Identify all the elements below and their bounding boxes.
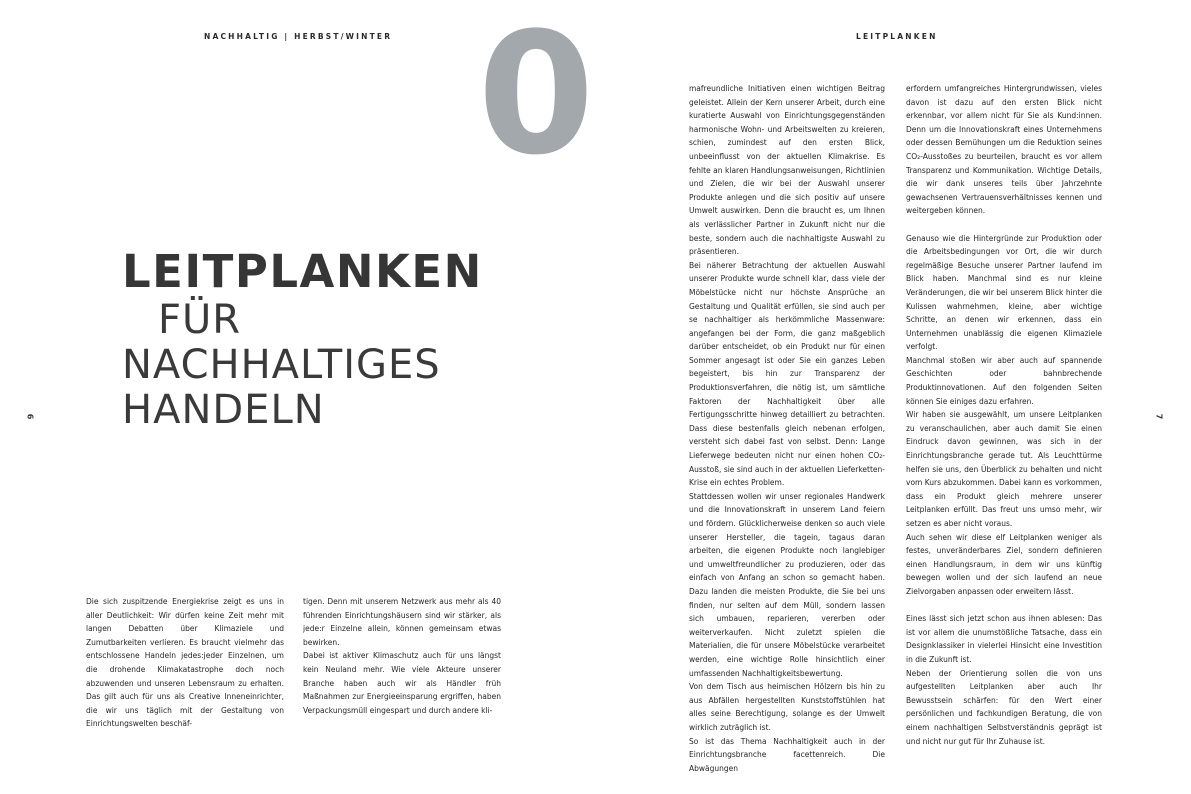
text-column-right-2 [906,82,1102,748]
paragraph: Bei näherer Betrachtung der aktuellen Auswahl unserer Produkte wurde schnell klar, dass viele der Möbelstücke nicht nur höchste Ansprüche an Gestaltung und Qualität erfüllen, sie sind auch per se nachhaltiger als herkömmliche Massenware: angefangen bei der Form, die ganz maßgeblich darüber entscheidet, ob ein Produkt nur für einen Sommer angesagt ist oder Sie ein ganzes Leben begeistert, bis hin zur Transparenz der Produktionsverfahren, die nötig ist, um sämtliche Faktoren der Nachhaltigkeit über alle Fertigungsschritte hinweg detailliert zu betrachten. Dass diese bestenfalls gleich nebenan erfolgen, versteht sich dabei fast von selbst. Denn: Lange Lieferwege bedeuten nicht nur einen hohen CO₂-Ausstoß, sie sind auch in der aktuellen Lieferketten-Krise ein echtes Problem. [689,260,885,488]
left-page [0,0,595,794]
headline-line-4: HANDELN [122,387,325,433]
headline-line-2: FÜR [158,297,242,343]
big-letter-o [477,0,595,192]
page-number-left: 6 [25,413,35,420]
headline-line-1: LEITPLANKEN [122,245,483,298]
paragraph: Von dem Tisch aus heimischen Hölzern bis hin zu aus Abfällen hergestellten Kunststoffstühlen hat alles seine Berechtigung, solange es der Umwelt wirklich zuträglich ist. [689,682,885,732]
paragraph: Eines lässt sich jetzt schon aus ihnen ablesen: Das ist vor allem die unumstößliche Tatsache, dass ein Designklassiker in vielerlei Hinsicht eine Investition in die Zukunft ist. [906,614,1102,664]
paragraph: Stattdessen wollen wir unser regionales Handwerk und die Innovationskraft in unserem Land feiern und fördern. Glücklicherweise denken so auch viele unserer Hersteller, die tagein, tagaus daran arbeiten, die eigenen Produkte noch langlebiger und umweltfreundlicher zu produzieren, oder das einfach von Anfang an schon so gemacht haben. Dazu landen die meisten Produkte, die Sie bei uns finden, nur selten auf dem Müll, sondern lassen sich umbauen, reparieren, vererben oder weiterverkaufen. Nicht zuletzt spielen die Materialien, die für unsere Möbelstücke verarbeitet werden, eine wichtige Rolle hinsichtlich einer umfassenden Nachhaltigkeitsbewertung. [689,491,885,678]
paragraph: Neben der Orientierung sollen die von uns aufgestellten Leitplanken aber auch Ihr Bewusstsein schärfen: für den Wert einer persönlichen und fachkundigen Beratung, die von einem nachhaltigen Selbstverständnis geprägt ist und nicht nur gut für Ihr Zuhause ist. [906,668,1102,746]
paragraph: Die sich zuspitzende Energiekrise zeigt es uns in aller Deutlichkeit: Wir dürfen keine Zeit mehr mit langen Debatten über Klimaziele und Zumutbarkeiten verlieren. Es braucht vielmehr das entschlossene Handeln jedes:jeder Einzelnen, um die drohende Klimakatastrophe doch noch abzuwenden und unseren Lebensraum zu erhalten. Das gilt auch für uns als Creative Inneneinrichter, die wir uns täglich mit der Gestaltung von Einrichtungswelten beschäf- [86,597,284,729]
big-letter-text: 0 [477,0,595,192]
paragraph: Auch sehen wir diese elf Leitplanken weniger als festes, unveränderbares Ziel, sondern definieren einen Handlungsraum, in dem wir uns künftig bewegen wollen und der sich laufend an neue Zielvorgaben anpassen oder erweitern lässt. [906,532,1102,596]
paragraph: Genauso wie die Hintergründe zur Produktion oder die Arbeitsbedingungen vor Ort, die wir durch regelmäßige Besuche unserer Partner laufend im Blick haben. Manchmal sind es nur kleine Veränderungen, die wir bei unserem Blick hinter die Kulissen wahrnehmen, kleine, aber wichtige Schritte, an denen wir erkennen, dass ein Unternehmen unablässig die eigenen Klimaziele verfolgt. [906,233,1102,352]
paragraph: Dabei ist aktiver Klimaschutz auch für uns längst kein Neuland mehr. Wie viele Akteure unserer Branche haben auch wir als Händler früh Maßnahmen zur Energieeinsparung ergriffen, haben Verpackungsmüll eingespart und durch andere kli- [303,651,501,715]
paragraph: mafreundliche Initiativen einen wichtigen Beitrag geleistet. Allein der Kern unserer Arbeit, durch eine kuratierte Auswahl von Einrichtungsgegenständen harmonische Wohn- und Arbeitswelten zu kreieren, schien, zumindest auf den ersten Blick, unbeeinflusst von der aktuellen Klimakrise. Es fehlte an klaren Handlungsanweisungen, Richtlinien und Zielen, die wir bei der Auswahl unserer Produkte anlegen und die sich positiv auf unsere Umwelt auswirken. Denn die braucht es, um Ihnen als verlässlicher Partner in Zukunft nicht nur die beste, sondern auch die nachhaltigste Auswahl zu präsentieren. [689,84,885,257]
paragraph: Manchmal stoßen wir aber auch auf spannende Geschichten oder bahnbrechende Produktinnovationen. Auf den folgenden Seiten können Sie einiges dazu erfahren. [906,355,1102,406]
headline-line-3: NACHHALTIGES [122,342,441,388]
paragraph: Wir haben sie ausgewählt, um unsere Leitplanken zu veranschaulichen, aber auch damit Sie einen Eindruck davon gewinnen, was sich in der Einrichtungsbranche gerade tut. Als Leuchttürme helfen sie uns, den Überblick zu behalten und nicht vom Kurs abzukommen. Dabei kann es vorkommen, dass ein Produkt gleich mehrere unserer Leitplanken erfüllt. Das freut uns umso mehr, wir setzen es aber nicht voraus. [906,410,1102,528]
paragraph: tigen. Denn mit unserem Netzwerk aus mehr als 40 führenden Einrichtungshäusern sind wir stärker, als jede:r Einzelne allein, können gemeinsam etwas bewirken. [303,597,501,647]
paragraph: erfordern umfangreiches Hintergrundwissen, vieles davon ist dazu auf den ersten Blick nicht erkennbar, vor allem nicht für Sie als Kund:innen. Denn um die Innovationskraft eines Unternehmens oder dessen Bemühungen um die Reduktion seines CO₂-Ausstoßes zu beurteilen, braucht es vor allem Transparenz und Kommunikation. Wichtige Details, die wir dank unseres teils über Jahrzehnte gewachsenen Vertrauensverhältnisses kennen und weitergeben können. [906,84,1102,216]
paragraph: So ist das Thema Nachhaltigkeit auch in der Einrichtungsbranche facettenreich. Die Abwägungen [689,736,885,773]
text-column-left-2 [303,595,501,717]
headline [122,246,542,433]
text-column-left-1 [86,595,284,731]
running-head-right: LEITPLANKEN [856,32,938,41]
page-number-right: 7 [1154,413,1164,420]
text-column-right-1 [689,82,885,775]
running-head-left: NACHHALTIG | HERBST/WINTER [204,32,393,41]
right-page [596,0,1191,794]
